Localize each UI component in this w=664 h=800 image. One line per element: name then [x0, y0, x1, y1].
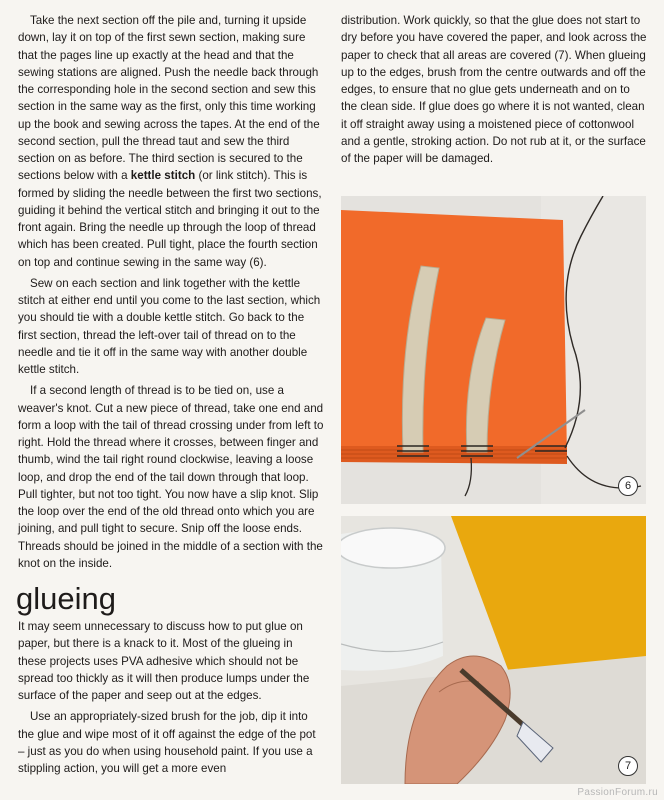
paragraph-text: (or link stitch). This is formed by sliding the needle between the first two sections, guiding it behind the vertical stitch and bringing it out to the front again. Bring the needle up through the loop of thread which has been created. Pull tight, place the fourth section on top and continue sewing in the same way (6). [18, 169, 322, 269]
right-text-column [341, 12, 647, 171]
figure-7-photo [341, 516, 646, 784]
glue-pot-and-brush-image [341, 516, 646, 784]
section-heading-glueing: glueing [16, 581, 116, 616]
figure-number-badge: 7 [618, 756, 638, 776]
left-text-column [18, 12, 324, 781]
paragraph-glue-distribution: distribution. Work quickly, so that the glue does not start to dry before you have covered the paper, and look across the paper to check that all areas are covered (7). When glueing up to the edges, brush from the centre outwards and off the edges, to ensure that no glue gets underneath and on to the clean side. If glue does go where it is not wanted, clean it off straight away using a moistened piece of cottonwool and a gentle, stroking action. Do not rub at it, or the surface of the paper will be damaged. [341, 14, 647, 165]
paragraph-brush-technique: Use an appropriately-sized brush for the job, dip it into the glue and wipe most of it off against the edge of the pot – just as you do when using household paint. If you use a stippling action, you will get a more even [18, 710, 316, 775]
figure-6-photo [341, 196, 646, 504]
paragraph-weavers-knot: If a second length of thread is to be tied on, use a weaver's knot. Cut a new piece of thread, take one end and form a loop with the tail of thread crossing under from left to right. Hold the thread where it crosses, between finger and thumb, wind the tail right round clockwise, leaving a loose loop, and drop the end of the tail down through that loop. Pull tighter, but not too tight. You now have a slip knot. Slip the loop over the end of the old thread onto which you are joining, and pull tight to secure. Snip off the loose ends. Threads should be joined in the middle of a section with the knot on the inside. [18, 384, 324, 570]
paragraph-glueing-intro: It may seem unnecessary to discuss how to put glue on paper, but there is a knack to it. Most of the glueing in these projects uses PVA adhesive which should not be spread too thickly as it will then produce lumps under the surface of the paper and seep out at the edges. [18, 620, 310, 702]
paragraph-sewing-sections [18, 12, 324, 271]
paragraph-kettle-stitch: Sew on each section and link together with the kettle stitch at either end until you come to the last section, which you should tie with a double kettle stitch. Go back to the first section, thread the left-over tail of thread on to the needle and tie it off in the same way with another double kettle stitch. [18, 276, 321, 376]
watermark: PassionForum.ru [577, 787, 658, 798]
paragraph-text: Take the next section off the pile and, turning it upside down, lay it on top of the first sewn section, making sure that the pages line up exactly at the head and that the sewing stations are aligned. Push the needle back through the corresponding hole in the second section and sew this section in the same way as the first, only this time working up the book and sewing across the tapes. At the end of the second section, pull the thread taut and sew the third section on as before. The third section is secured to the sections below with a [18, 14, 320, 183]
sewn-book-sections-image [341, 196, 646, 504]
figure-number-badge: 6 [618, 476, 638, 496]
term-kettle-stitch: kettle stitch [130, 169, 196, 183]
